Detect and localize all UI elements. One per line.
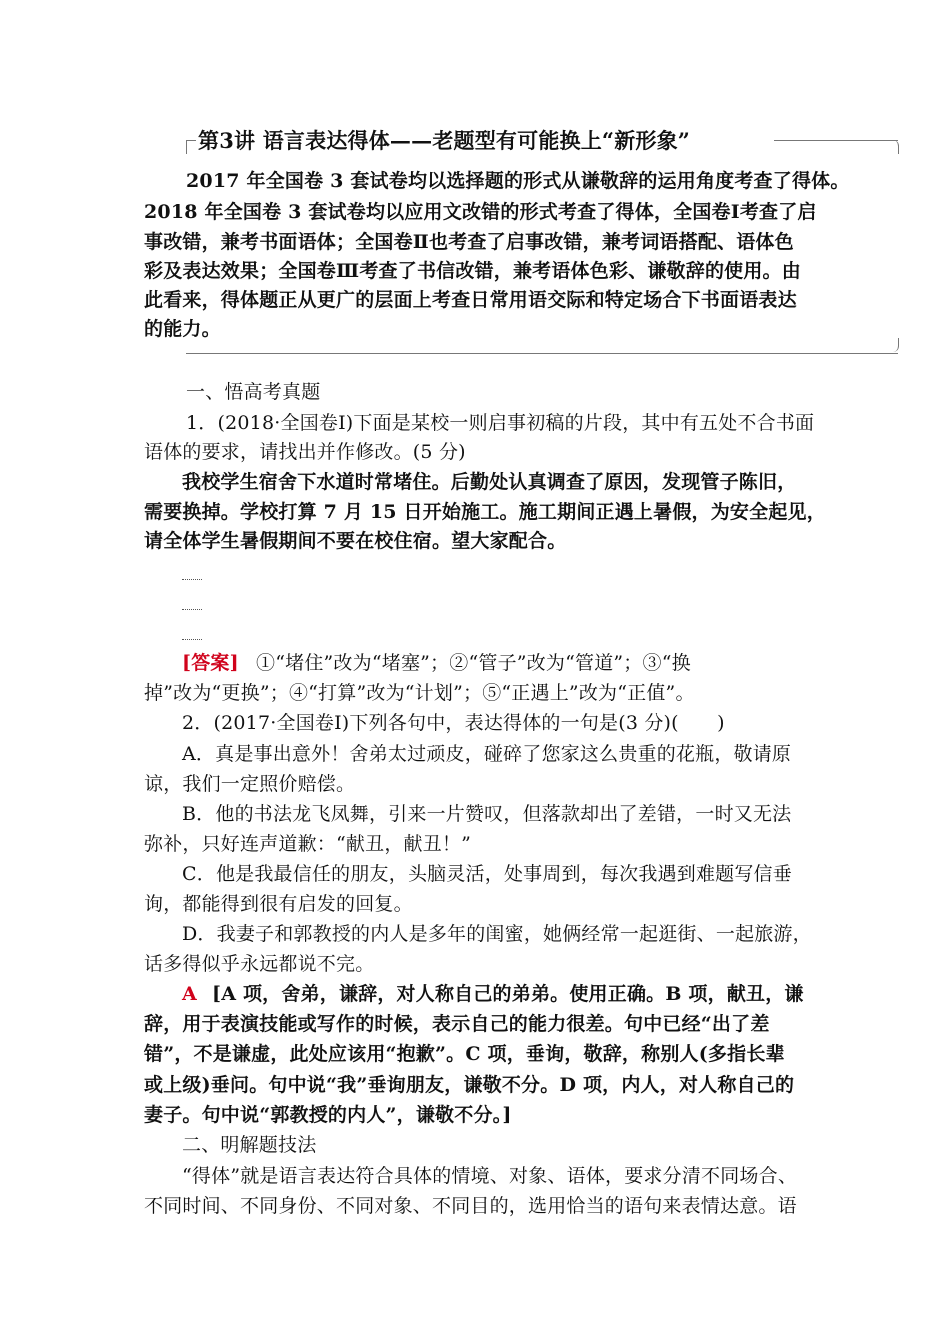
answer-line: ①“堵住”改为“堵塞”；②“管子”改为“管道”；③“换 xyxy=(256,652,691,674)
intro-line: 2018 年全国卷 3 套试卷均以应用文改错的形式考查了得体，全国卷Ⅰ考查了启 xyxy=(144,201,817,223)
explanation-line: 错”，不是谦虚，此处应该用“抱歉”。C 项，垂询，敬辞，称别人(多指长辈 xyxy=(144,1043,785,1065)
page-title: 第3讲 语言表达得体——老题型有可能换上“新形象” xyxy=(198,128,691,153)
explanation-line: 辞，用于表演技能或写作的时候，表示自己的能力很差。句中已经“出了差 xyxy=(144,1013,770,1035)
option-d: D．我妻子和郭教授的内人是多年的闺蜜，她俩经常一起逛街、一起旅游， xyxy=(182,923,812,945)
passage-line: 请全体学生暑假期间不要在校住宿。望大家配合。 xyxy=(144,530,567,552)
section-heading: 一、悟高考真题 xyxy=(186,381,321,403)
explanation-line: 妻子。句中说“郭教授的内人”，谦敬不分。] xyxy=(144,1104,512,1126)
intro-line: 事改错，兼考书面语体；全国卷Ⅱ也考查了启事改错，兼考词语搭配、语体色 xyxy=(144,231,794,253)
option-c: 询，都能得到很有启发的回复。 xyxy=(144,893,413,915)
intro-line: 彩及表达效果；全国卷Ⅲ考查了书信改错，兼考语体色彩、谦敬辞的使用。由 xyxy=(144,260,801,282)
option-d: 话多得似乎永远都说不完。 xyxy=(144,953,375,975)
answer-blank-line xyxy=(182,609,202,610)
intro-line: 此看来，得体题正从更广的层面上考查日常用语交际和特定场合下书面语表达 xyxy=(144,289,797,311)
intro-line: 2017 年全国卷 3 套试卷均以选择题的形式从谦敬辞的运用角度考查了得体。 xyxy=(186,170,850,192)
question-stem: 2．(2017·全国卷Ⅰ)下列各句中，表达得体的一句是(3 分)( ) xyxy=(182,712,725,734)
intro-frame-corner xyxy=(892,140,899,154)
option-a: A．真是事出意外！舍弟太过顽皮，碰碎了您家这么贵重的花瓶，敬请原 xyxy=(182,743,792,765)
intro-frame-corner xyxy=(186,140,193,154)
explanation-line: 或上级)垂问。句中说“我”垂询朋友，谦敬不分。D 项，内人，对人称自己的 xyxy=(144,1074,795,1096)
option-a: 谅，我们一定照价赔偿。 xyxy=(144,773,356,795)
option-b: B．他的书法龙飞凤舞，引来一片赞叹，但落款却出了差错，一时又无法 xyxy=(182,803,792,825)
passage-line: 我校学生宿舍下水道时常堵住。后勤处认真调查了原因，发现管子陈旧， xyxy=(182,471,797,493)
body-line: 不同时间、不同身份、不同对象、不同目的，选用恰当的语句来表情达意。语 xyxy=(144,1195,797,1217)
answer-line: 掉”改为“更换”；④“打算”改为“计划”；⑤“正遇上”改为“正值”。 xyxy=(144,682,695,704)
question-stem: 语体的要求，请找出并作修改。(5 分) xyxy=(144,441,466,463)
intro-line: 的能力。 xyxy=(144,318,221,340)
option-c: C．他是我最信任的朋友，头脑灵活，处事周到，每次我遇到难题写信垂 xyxy=(182,863,792,885)
answer-blank-line xyxy=(182,579,202,580)
answer-key: A xyxy=(182,983,197,1005)
option-b: 弥补，只好连声道歉：“献丑，献丑！” xyxy=(144,833,472,855)
explanation-line: [A 项，舍弟，谦辞，对人称自己的弟弟。使用正确。B 项，献丑，谦 xyxy=(212,983,804,1005)
section-heading: 二、明解题技法 xyxy=(182,1134,317,1156)
answer-blank-line xyxy=(182,639,202,640)
passage-line: 需要换掉。学校打算 7 月 15 日开始施工。施工期间正遇上暑假，为安全起见， xyxy=(144,501,826,523)
body-line: “得体”就是语言表达符合具体的情境、对象、语体，要求分清不同场合、 xyxy=(182,1165,798,1187)
answer-label: [答案] xyxy=(182,652,239,674)
question-stem: 1．(2018·全国卷Ⅰ)下面是某校一则启事初稿的片段，其中有五处不合书面 xyxy=(186,412,815,434)
